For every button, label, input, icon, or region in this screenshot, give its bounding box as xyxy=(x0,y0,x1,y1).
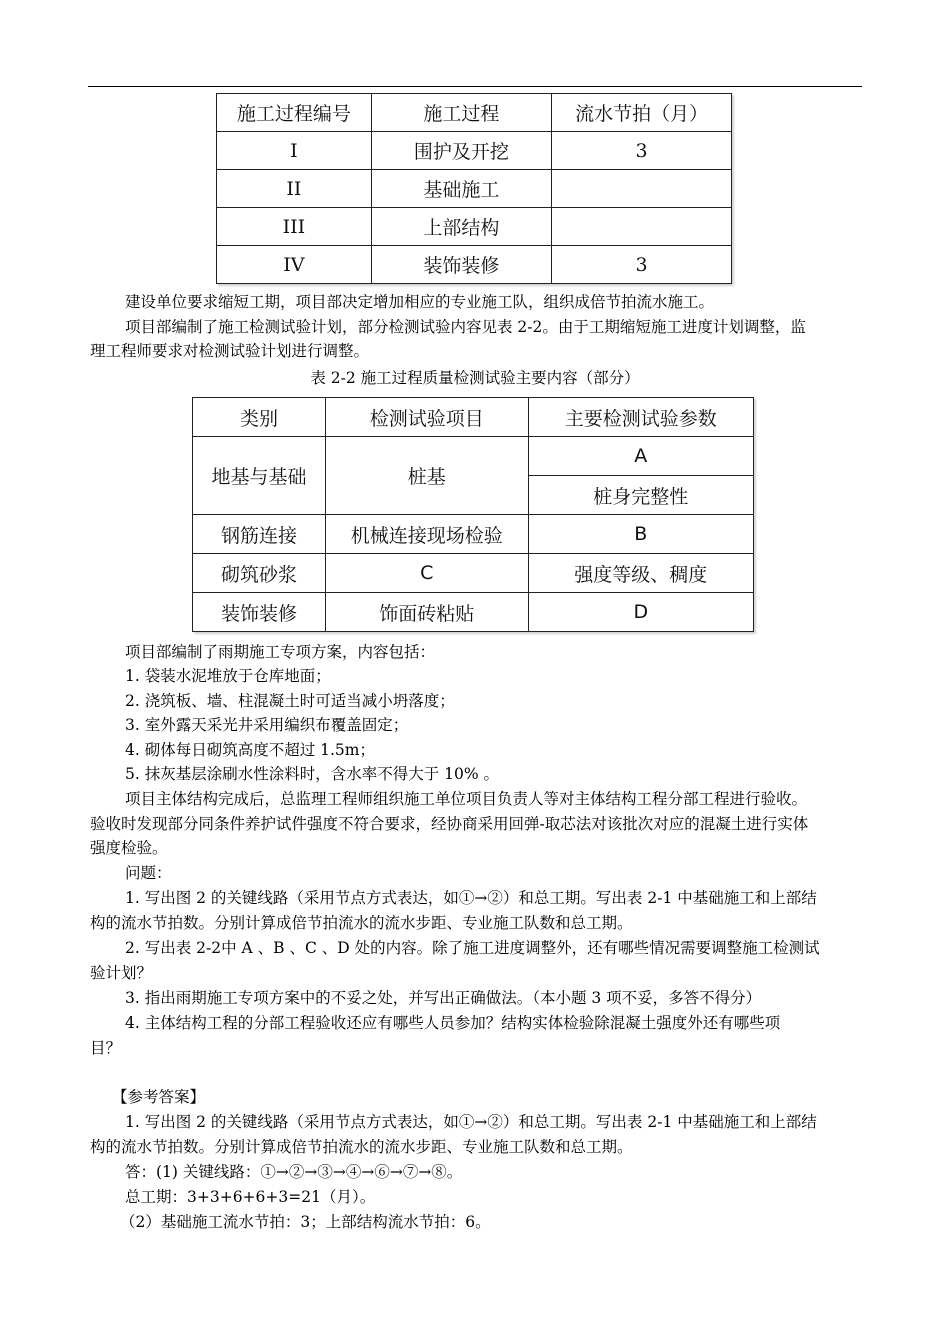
paragraph: 理工程师要求对检测试验计划进行调整。 xyxy=(90,342,370,360)
table-row xyxy=(193,593,754,632)
table-cell: 桩身完整性 xyxy=(528,476,753,515)
table-row xyxy=(193,554,754,593)
table-header-cell: 类别 xyxy=(193,398,326,437)
table-cell: 基础施工 xyxy=(371,170,551,208)
table-cell: IV xyxy=(217,246,372,284)
list-item: 2. 浇筑板、墙、柱混凝土时可适当减小坍落度； xyxy=(125,692,455,710)
table-cell: 钢筋连接 xyxy=(193,515,326,554)
table-cell: C xyxy=(326,554,528,593)
table-cell: B xyxy=(528,515,753,554)
paragraph: 验收时发现部分同条件养护试件强度不符合要求，经协商采用回弹-取芯法对该批次对应的混凝土进行实体 xyxy=(90,815,809,833)
table-header-cell: 流水节拍（月） xyxy=(552,94,732,132)
table-cell: 装饰装修 xyxy=(371,246,551,284)
question: 3. 指出雨期施工专项方案中的不妥之处，并写出正确做法。（本小题 3 项不妥，多答不得分） xyxy=(125,989,762,1007)
construction-process-table xyxy=(216,93,732,284)
table-header-row xyxy=(193,398,754,437)
list-item: 5. 抹灰基层涂刷水性涂料时，含水率不得大于 10% 。 xyxy=(125,765,500,783)
table-header-cell: 施工过程编号 xyxy=(217,94,372,132)
table-cell: III xyxy=(217,208,372,246)
table-cell: 砌筑砂浆 xyxy=(193,554,326,593)
table-cell: 地基与基础 xyxy=(193,437,326,515)
question: 构的流水节拍数。分别计算成倍节拍流水的流水步距、专业施工队数和总工期。 xyxy=(90,914,633,932)
table-cell: 3 xyxy=(552,132,732,170)
paragraph: 项目部编制了雨期施工专项方案，内容包括： xyxy=(125,643,436,661)
answer-line: 答：(1) 关键线路：①→②→③→④→⑥→⑦→⑧。 xyxy=(125,1163,463,1181)
table-caption: 表 2-2 施工过程质量检测试验主要内容（部分） xyxy=(310,369,640,387)
table-row xyxy=(217,170,732,208)
question: 目？ xyxy=(90,1039,122,1057)
table-header-row xyxy=(217,94,732,132)
answer-question: 构的流水节拍数。分别计算成倍节拍流水的流水步距、专业施工队数和总工期。 xyxy=(90,1138,633,1156)
table-cell: II xyxy=(217,170,372,208)
table-header-cell: 主要检测试验参数 xyxy=(528,398,753,437)
table-row xyxy=(217,132,732,170)
table-cell: 上部结构 xyxy=(371,208,551,246)
table-cell: I xyxy=(217,132,372,170)
paragraph: 建设单位要求缩短工期，项目部决定增加相应的专业施工队，组织成倍节拍流水施工。 xyxy=(125,293,715,311)
table-header-cell: 检测试验项目 xyxy=(326,398,528,437)
list-item: 4. 砌体每日砌筑高度不超过 1.5m； xyxy=(125,741,375,759)
table-cell xyxy=(552,208,732,246)
table-cell: 装饰装修 xyxy=(193,593,326,632)
question: 2. 写出表 2-2中 A 、B 、C 、D 处的内容。除了施工进度调整外，还有哪些情况需要调整施工检测试 xyxy=(125,939,820,957)
table-cell: 饰面砖粘贴 xyxy=(326,593,528,632)
question: 4. 主体结构工程的分部工程验收还应有哪些人员参加？结构实体检验除混凝土强度外还有哪些项 xyxy=(125,1014,781,1032)
answer-title: 【参考答案】 xyxy=(112,1088,206,1106)
table-cell: 机械连接现场检验 xyxy=(326,515,528,554)
paragraph: 项目部编制了施工检测试验计划，部分检测试验内容见表 2-2。由于工期缩短施工进度计划调整，监 xyxy=(125,318,806,336)
question: 验计划？ xyxy=(90,964,153,982)
paragraph: 项目主体结构完成后，总监理工程师组织施工单位项目负责人等对主体结构工程分部工程进行验收。 xyxy=(125,790,808,808)
table-cell: 围护及开挖 xyxy=(371,132,551,170)
table-row xyxy=(193,515,754,554)
list-item: 1. 袋装水泥堆放于仓库地面； xyxy=(125,667,331,685)
list-item: 3. 室外露天采光井采用编织布覆盖固定； xyxy=(125,716,409,734)
table-cell: D xyxy=(528,593,753,632)
table-cell: 强度等级、稠度 xyxy=(528,554,753,593)
table-cell: 3 xyxy=(552,246,732,284)
table-row xyxy=(217,208,732,246)
questions-title: 问题： xyxy=(125,864,172,882)
paragraph: 强度检验。 xyxy=(90,839,168,857)
table-cell: 桩基 xyxy=(326,437,528,515)
header-rule xyxy=(88,86,862,87)
question: 1. 写出图 2 的关键线路（采用节点方式表达，如①→②）和总工期。写出表 2-1 中基础施工和上部结 xyxy=(125,889,817,907)
answer-line: （2）基础施工流水节拍：3；上部结构流水节拍：6。 xyxy=(120,1213,491,1231)
answer-question: 1. 写出图 2 的关键线路（采用节点方式表达，如①→②）和总工期。写出表 2-1 中基础施工和上部结 xyxy=(125,1113,817,1131)
quality-test-table xyxy=(192,397,754,632)
table-row xyxy=(193,437,754,476)
table-row xyxy=(217,246,732,284)
table-header-cell: 施工过程 xyxy=(371,94,551,132)
answer-line: 总工期：3+3+6+6+3=21（月）。 xyxy=(125,1188,376,1206)
table-cell xyxy=(552,170,732,208)
table-cell: A xyxy=(528,437,753,476)
